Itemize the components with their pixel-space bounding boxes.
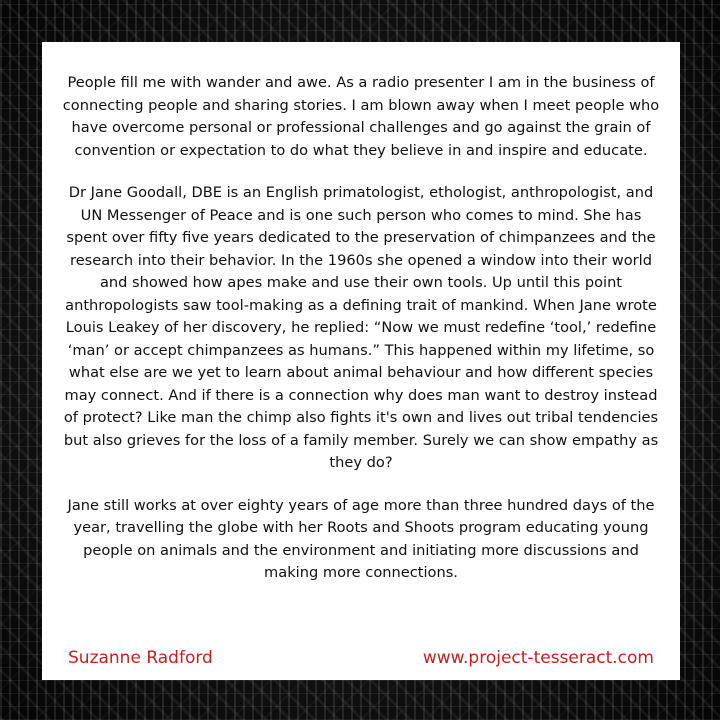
- paragraph-intro: People fill me with wander and awe. As a radio presenter I am in the business of connecting people and sharing stories. I am blown away when I meet people who have overcome personal or professional challenges and go against the grain of convention or expectation to do what they believe in and inspire and educate.: [62, 74, 660, 159]
- article-card: [42, 42, 680, 680]
- author-name: Suzanne Radford: [68, 648, 213, 668]
- footer: [68, 648, 654, 668]
- website-link[interactable]: www.project-tesseract.com: [422, 648, 654, 668]
- paragraph-jane-goodall: Dr Jane Goodall, DBE is an English primatologist, ethologist, anthropologist, and UN Messenger of Peace and is one such person who comes to mind. She has spent over fifty five years dedicated to the preservation of chimpanzees and the research into their behavior. In the 1960s she opened a window into their world and showed how apes make and use their own tools. Up until this point anthropologists saw tool-making as a defining trait of mankind. When Jane wrote Louis Leakey of her discovery, he replied: “Now we must redefine ‘tool,’ redefine ‘man’ or accept chimpanzees as humans.” This happened within my lifetime, so what else are we yet to learn about animal behaviour and how different species may connect. And if there is a connection why does man want to destroy instead of protect? Like man the chimp also fights it's own and lives out tribal tendencies but also grieves for the loss of a family member. Surely we can show empathy as they do?: [63, 184, 659, 471]
- paragraph-roots-and-shoots: Jane still works at over eighty years of age more than three hundred days of the year, travelling the globe with her Roots and Shoots program educating young people on animals and the environment and initiating more discussions and making more connections.: [67, 496, 655, 581]
